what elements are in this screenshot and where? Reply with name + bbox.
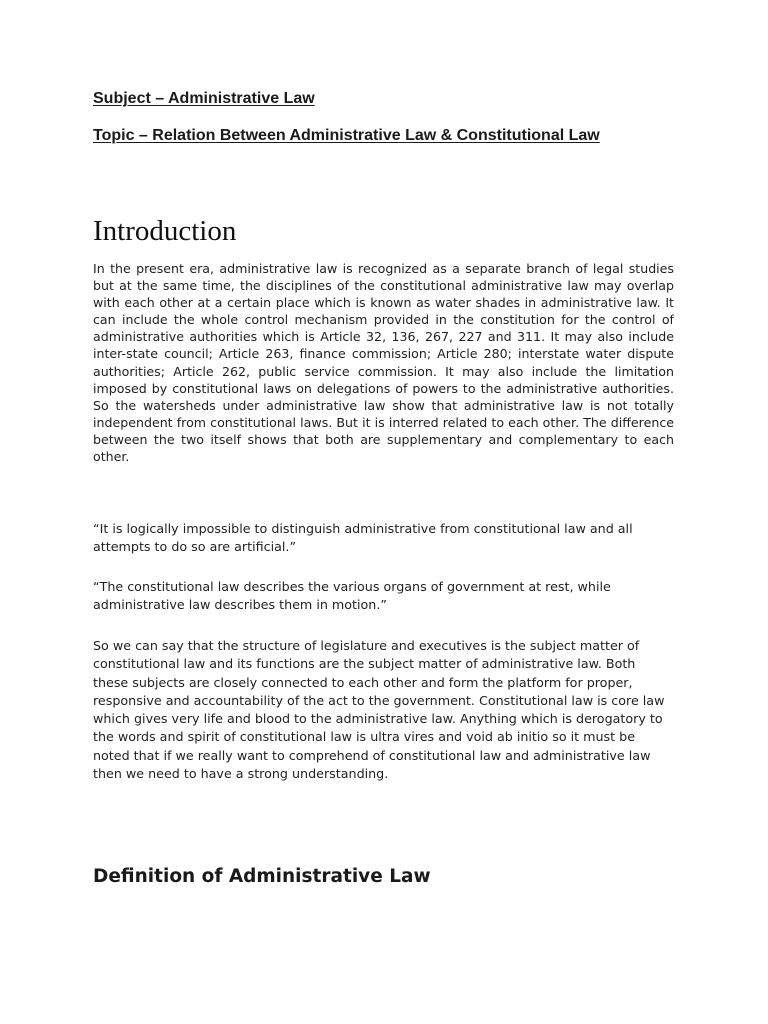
quote-paragraph-2: “The constitutional law describes the various organs of government at rest, while administrative law describes them in motion.” [93, 579, 611, 612]
definition-heading: Definition of Administrative Law [93, 866, 431, 887]
topic-line: Topic – Relation Between Administrative Law & Constitutional Law [93, 127, 600, 144]
introduction-heading: Introduction [93, 215, 237, 247]
intro-paragraph: In the present era, administrative law is recognized as a separate branch of legal studies but at the same time, the disciplines of the constitutional administrative law may overlap with each other at a certain place which is known as water shades in administrative law. It can include the whole control mechanism provided in the constitution for the control of administrative authorities which is Article 32, 136, 267, 227 and 311. It may also include inter-state council; Article 263, finance commission; Article 280; interstate water dispute authorities; Article 262, public service commission. It may also include the limitation imposed by constitutional laws on delegations of powers to the administrative authorities. So the watersheds under administrative law show that administrative law is not totally independent from constitutional laws. But it is interred related to each other. The difference between the two itself shows that both are supplementary and complementary to each other. [93, 261, 674, 465]
conclusion-paragraph: So we can say that the structure of legislature and executives is the subject matter of constitutional law and its functions are the subject matter of administrative law. Both these subjects are closely connected to each other and form the platform for proper, responsive and accountability of the act to the government. Constitutional law is core law which gives very life and blood to the administrative law. Anything which is derogatory to the words and spirit of constitutional law is ultra vires and void ab initio so it must be noted that if we really want to comprehend of constitutional law and administrative law then we need to have a strong understanding. [93, 638, 665, 782]
subject-line: Subject – Administrative Law [93, 90, 315, 107]
quote-paragraph-1: “It is logically impossible to distinguish administrative from constitutional law and all attempts to do so are artificial.” [93, 521, 633, 554]
